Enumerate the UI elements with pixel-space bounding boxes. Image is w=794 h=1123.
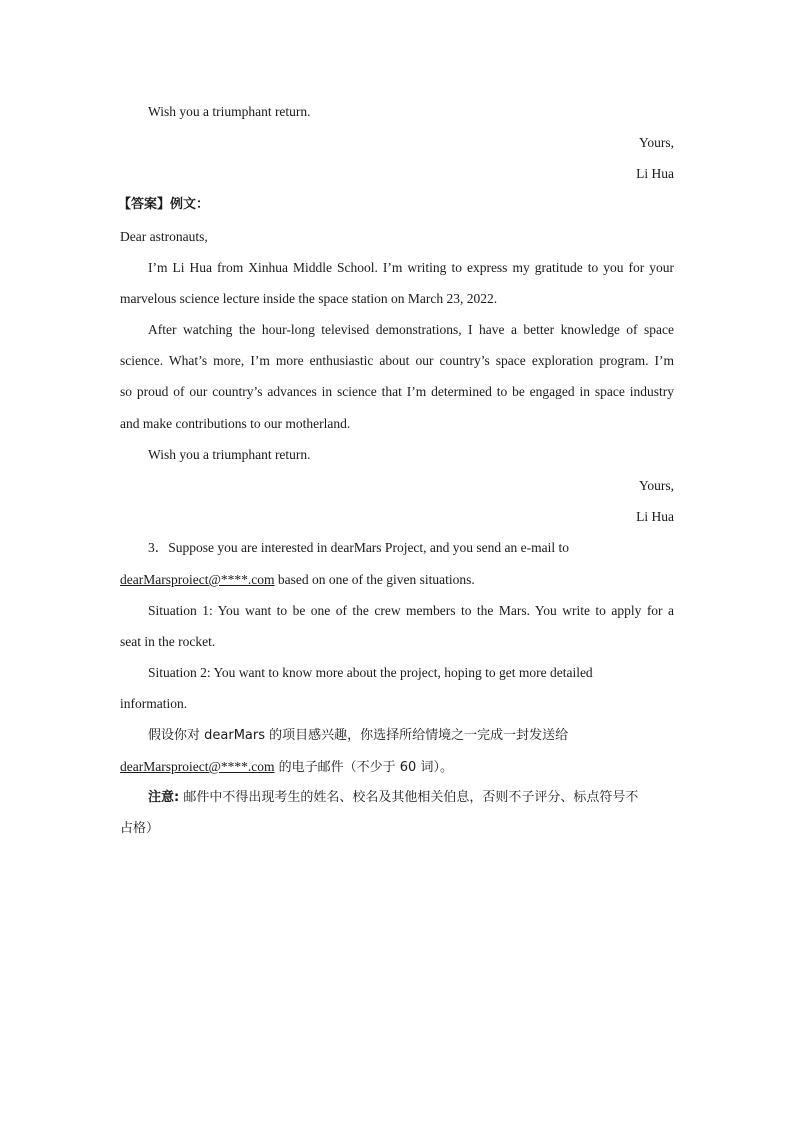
situation-2-line1: Situation 2: You want to know more about the project, hoping to get more detailed bbox=[148, 665, 593, 680]
letter-salutation: Dear astronauts, bbox=[120, 229, 208, 244]
letter-p2-line4: and make contributions to our motherland. bbox=[120, 416, 351, 431]
note-line2: 占格） bbox=[120, 821, 160, 836]
email-link[interactable]: dearMarsproiect@****.com bbox=[120, 572, 275, 587]
note-line1 bbox=[148, 790, 674, 806]
closing-wish-prev: Wish you a triumphant return. bbox=[148, 104, 311, 119]
question-3-line2-rest: based on one of the given situations. bbox=[274, 572, 475, 587]
note-line1-rest: 邮件中不得出现考生的姓名、校名及其他相关伯息，否则不子评分、标点符号不 bbox=[179, 790, 639, 805]
letter-p1-line2: marvelous science lecture inside the space station on March 23, 2022. bbox=[120, 291, 498, 306]
letter-name: Li Hua bbox=[636, 509, 674, 524]
note-label: 注意: bbox=[148, 790, 180, 805]
question-3-line1: 3．Suppose you are interested in dearMars Project, and you send an e-mail to bbox=[148, 540, 570, 555]
letter-p1-line1: I’m Li Hua from Xinhua Middle School. I’m writing to express my gratitude to you for your bbox=[148, 260, 674, 275]
letter-p2-line3: so proud of our country’s advances in science that I’m determined to be engaged in space industry bbox=[120, 384, 674, 399]
letter-yours: Yours, bbox=[638, 478, 674, 493]
chinese-instruction-line2 bbox=[120, 759, 674, 776]
closing-name-prev: Li Hua bbox=[636, 166, 674, 181]
letter-p2-line2: science. What’s more, I’m more enthusiastic about our country’s space exploration program. I’m bbox=[120, 353, 674, 368]
question-3-line2 bbox=[120, 572, 674, 588]
chinese-instruction-line1: 假设你对 dearMars 的项目感兴趣，你选择所给情境之一完成一封发送给 bbox=[148, 728, 569, 743]
letter-wish: Wish you a triumphant return. bbox=[148, 447, 311, 462]
situation-2-line2: information. bbox=[120, 696, 188, 711]
situation-1-line2: seat in the rocket. bbox=[120, 634, 216, 649]
answer-heading: 【答案】例文： bbox=[118, 197, 210, 212]
chinese-instruction-line2-rest: 的电子邮件（不少于 60 词）。 bbox=[274, 760, 453, 775]
letter-p2-line1: After watching the hour-long televised demonstrations, I have a better knowledge of space bbox=[148, 322, 674, 337]
situation-1-line1: Situation 1: You want to be one of the crew members to the Mars. You write to apply for a bbox=[148, 603, 674, 618]
email-link-chinese[interactable]: dearMarsproiect@****.com bbox=[120, 759, 275, 774]
closing-yours-prev: Yours, bbox=[638, 135, 674, 150]
